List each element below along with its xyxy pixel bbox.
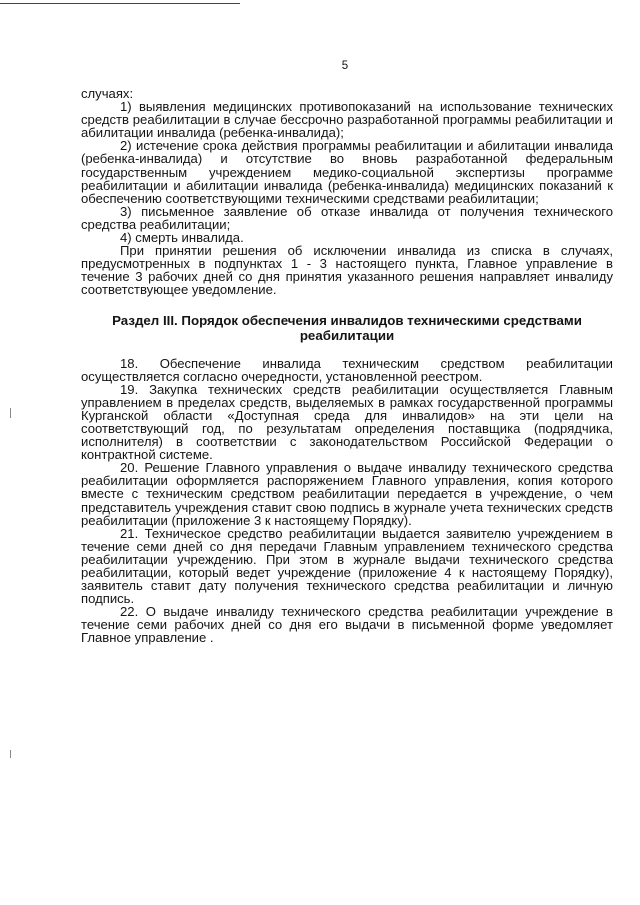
clause-20: 20. Решение Главного управления о выдаче инвалиду технического средства реабилитации оформляется распоряжением Главного управления, копия которого вместе с техническим средством реабилитации передается в учреждение, о чем представитель учреждения ставит свою подпись в журнале учета технических средств реабилитации (приложение 3 к настоящему Порядку). [81,460,613,528]
document-body [81,87,613,645]
list-item: 2) истечение срока действия программы реабилитации и абилитации инвалида (ребенка-инвалида) и отсутствие во вновь разработанной федеральным государственным учреждением медико-социальной экспертизы программе реабилитации и абилитации инвалида (ребенка-инвалида) медицинских показаний к обеспечению соответствующими техническими средствами реабилитации; [81,138,613,206]
scan-mark [10,750,11,758]
clause-21: 21. Техническое средство реабилитации выдается заявителю учреждением в течение семи дней со дня передачи Главным управлением технического средства реабилитации учреждению. При этом в журнале выдачи технического средства реабилитации, который ведет учреждение (приложение 4 к настоящему Порядку), заявитель ставит дату получения технического средства реабилитации и личную подпись. [81,525,613,607]
list-item: 4) смерть инвалида. [120,230,244,246]
clause-19: 19. Закупка технических средств реабилитации осуществляется Главным управлением в пределах средств, выделяемых в рамках государственной программы Курганской области «Доступная среда для инвалидов» на эти цели на соответствующий год, по результатам определения поставщика (подрядчика, исполнителя) в соответствии с законодательством Российской Федерации о контрактной системе. [81,381,613,463]
paragraph: случаях: [81,86,134,101]
top-rule [0,3,240,4]
scan-mark [10,408,11,418]
paragraph: При принятии решения об исключении инвалида из списка в случаях, предусмотренных в подпунктах 1 - 3 настоящего пункта, Главное управление в течение 3 рабочих дней со дня принятия указанного решения направляет инвалиду соответствующее уведомление. [81,243,613,298]
page-number: 5 [341,60,349,72]
section-heading: Раздел III. Порядок обеспечения инвалидов техническими средствами реабилитации [112,312,582,343]
clause-22: 22. О выдаче инвалиду технического средства реабилитации учреждение в течение семи рабочих дней со дня его выдачи в письменной форме уведомляет Главное управление . [81,604,613,646]
list-item: 1) выявления медицинских противопоказаний на использование технических средств реабилитации в случае бессрочно разработанной программы реабилитации и абилитации инвалида (ребенка-инвалида); [81,99,613,141]
clause-18: 18. Обеспечение инвалида техническим средством реабилитации осуществляется согласно очередности, установленной реестром. [81,355,613,384]
list-item: 3) письменное заявление об отказе инвалида от получения технического средства реабилитации; [81,203,613,232]
